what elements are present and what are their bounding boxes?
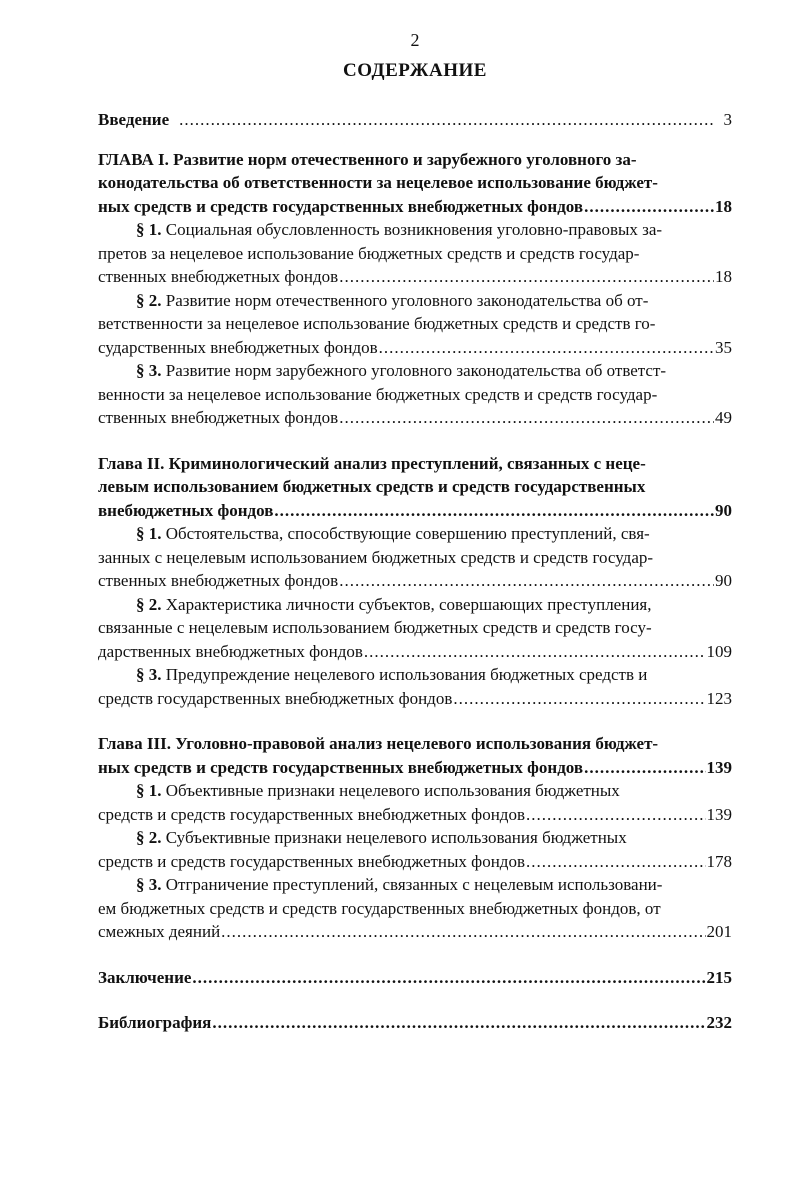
section-last-line (98, 265, 732, 289)
toc-section-1-1[interactable] (98, 218, 732, 289)
section-mark: § 3. (136, 361, 162, 380)
section-line: сударственных внебюджетных фондов (98, 337, 378, 357)
toc-entry-page: 178 (706, 851, 732, 871)
section-line: претов за нецелевое использование бюджетных средств и средств государ- (98, 243, 640, 263)
section-mark: § 1. (136, 781, 162, 800)
toc-section-3-2[interactable] (98, 826, 732, 873)
section-line: дарственных внебюджетных фондов (98, 641, 363, 661)
toc-chapter-1[interactable] (98, 148, 732, 219)
toc-entry-label: Заключение (98, 967, 192, 987)
toc-entry-page: 3 (723, 110, 732, 129)
toc-section-2-2[interactable] (98, 593, 732, 664)
dot-leader (584, 195, 714, 219)
dot-leader (526, 803, 706, 827)
dot-leader (379, 336, 714, 360)
section-line: Субъективные признаки нецелевого использования бюджетных (165, 828, 627, 847)
toc-entry-page: 18 (715, 196, 732, 216)
section-last-line (98, 406, 732, 430)
toc-entry-page: 109 (706, 641, 732, 661)
toc-entry-bibliography[interactable] (98, 1011, 732, 1035)
section-line: Отграничение преступлений, связанных с нецелевым использовани- (165, 875, 663, 894)
dot-leader (339, 406, 714, 430)
section-last-line (98, 569, 732, 593)
table-of-contents (98, 108, 732, 1035)
chapter-heading (98, 452, 732, 523)
section-line: Обстоятельства, способствующие совершению преступлений, свя- (165, 524, 650, 543)
toc-entry-label: Введение (98, 110, 170, 129)
toc-entry-conclusion[interactable] (98, 966, 732, 990)
toc-entry-page: 123 (706, 688, 732, 708)
dot-leader (339, 569, 714, 593)
chapter-heading-line: ных средств и средств государственных внебюджетных фондов (98, 757, 584, 777)
toc-entry-page: 232 (706, 1013, 732, 1032)
toc-entry-page: 201 (706, 922, 732, 941)
section-line: Предупреждение нецелевого использования бюджетных средств и (165, 665, 648, 684)
section-mark: § 2. (136, 290, 162, 310)
dot-leader (364, 640, 706, 664)
section-last-line (98, 687, 732, 711)
toc-title: СОДЕРЖАНИЕ (343, 60, 487, 81)
section-line: венности за нецелевое использование бюджетных средств и средств государ- (98, 384, 658, 404)
section-last-line (98, 920, 732, 944)
section-line: Объективные признаки нецелевого использования бюджетных (165, 781, 620, 800)
dot-leader (274, 499, 714, 523)
chapter-heading-last-line (98, 756, 732, 780)
page-number: 2 (410, 30, 420, 50)
toc-entry-page: 215 (706, 967, 732, 987)
chapter-heading-line: конодательства об ответственности за нецелевое использование бюджет- (98, 173, 658, 192)
section-line: ветственности за нецелевое использование бюджетных средств и средств го- (98, 314, 656, 333)
toc-chapter-2[interactable] (98, 452, 732, 523)
section-line: Развитие норм отечественного уголовного законодательства об от- (165, 290, 649, 310)
section-last-line (98, 640, 732, 664)
section-mark: § 1. (136, 220, 162, 239)
section-mark: § 2. (136, 594, 162, 614)
section-mark: § 3. (136, 665, 162, 684)
toc-entry-page: 18 (715, 267, 732, 286)
dot-leader (339, 265, 714, 289)
section-line: смежных деяний (98, 922, 221, 941)
chapter-heading-line: Глава II. Криминологический анализ преступлений, связанных с неце- (98, 453, 646, 473)
toc-chapter-3[interactable] (98, 732, 732, 779)
toc-entry-page: 90 (715, 500, 732, 520)
dot-leader (453, 687, 705, 711)
toc-entry-page: 139 (706, 804, 732, 824)
section-line: средств и средств государственных внебюджетных фондов (98, 804, 525, 824)
toc-entry-label: Библиография (98, 1013, 212, 1032)
chapter-heading (98, 148, 732, 219)
dot-leader (526, 850, 706, 874)
toc-entry-introduction[interactable] (98, 108, 732, 132)
section-line: ственных внебюджетных фондов (98, 571, 339, 590)
section-mark: § 2. (136, 828, 162, 847)
chapter-heading-line: ГЛАВА I. Развитие норм отечественного и зарубежного уголовного за- (98, 149, 637, 169)
dot-leader (179, 108, 713, 132)
toc-entry-page: 49 (715, 408, 732, 427)
dot-leader (192, 966, 705, 990)
section-line: ственных внебюджетных фондов (98, 267, 339, 286)
toc-section-2-1[interactable] (98, 522, 732, 593)
section-last-line (98, 336, 732, 360)
chapter-heading-last-line (98, 195, 732, 219)
toc-entry-page: 35 (715, 337, 732, 357)
toc-entry-page: 90 (715, 571, 732, 590)
chapter-heading-line: внебюджетных фондов (98, 500, 274, 520)
section-mark: § 1. (136, 524, 162, 543)
section-line: средств государственных внебюджетных фондов (98, 688, 453, 708)
toc-section-1-2[interactable] (98, 289, 732, 360)
toc-section-1-3[interactable] (98, 359, 732, 430)
dot-leader (212, 1011, 705, 1035)
chapter-heading-line: Глава III. Уголовно-правовой анализ нецелевого использования бюджет- (98, 734, 659, 753)
toc-section-3-1[interactable] (98, 779, 732, 826)
toc-entry-page: 139 (706, 757, 732, 777)
dot-leader (584, 756, 705, 780)
section-mark: § 3. (136, 875, 162, 894)
dot-leader (221, 920, 705, 944)
section-line: ственных внебюджетных фондов (98, 408, 339, 427)
chapter-heading (98, 732, 732, 779)
section-line: Развитие норм зарубежного уголовного законодательства об ответст- (165, 361, 667, 380)
chapter-heading-line: ных средств и средств государственных внебюджетных фондов (98, 196, 584, 216)
section-line: Социальная обусловленность возникновения уголовно-правовых за- (165, 220, 663, 239)
section-line: ем бюджетных средств и средств государственных внебюджетных фондов, от (98, 898, 661, 918)
toc-section-3-3[interactable] (98, 873, 732, 944)
section-line: связанные с нецелевым использованием бюджетных средств и средств госу- (98, 618, 652, 637)
chapter-heading-line: левым использованием бюджетных средств и средств государственных (98, 477, 646, 496)
section-line: занных с нецелевым использованием бюджетных средств и средств государ- (98, 547, 654, 567)
section-line: Характеристика личности субъектов, совершающих преступления, (165, 594, 652, 614)
section-last-line (98, 803, 732, 827)
section-last-line (98, 850, 732, 874)
section-line: средств и средств государственных внебюджетных фондов (98, 851, 525, 871)
toc-section-2-3[interactable] (98, 663, 732, 710)
chapter-heading-last-line (98, 499, 732, 523)
